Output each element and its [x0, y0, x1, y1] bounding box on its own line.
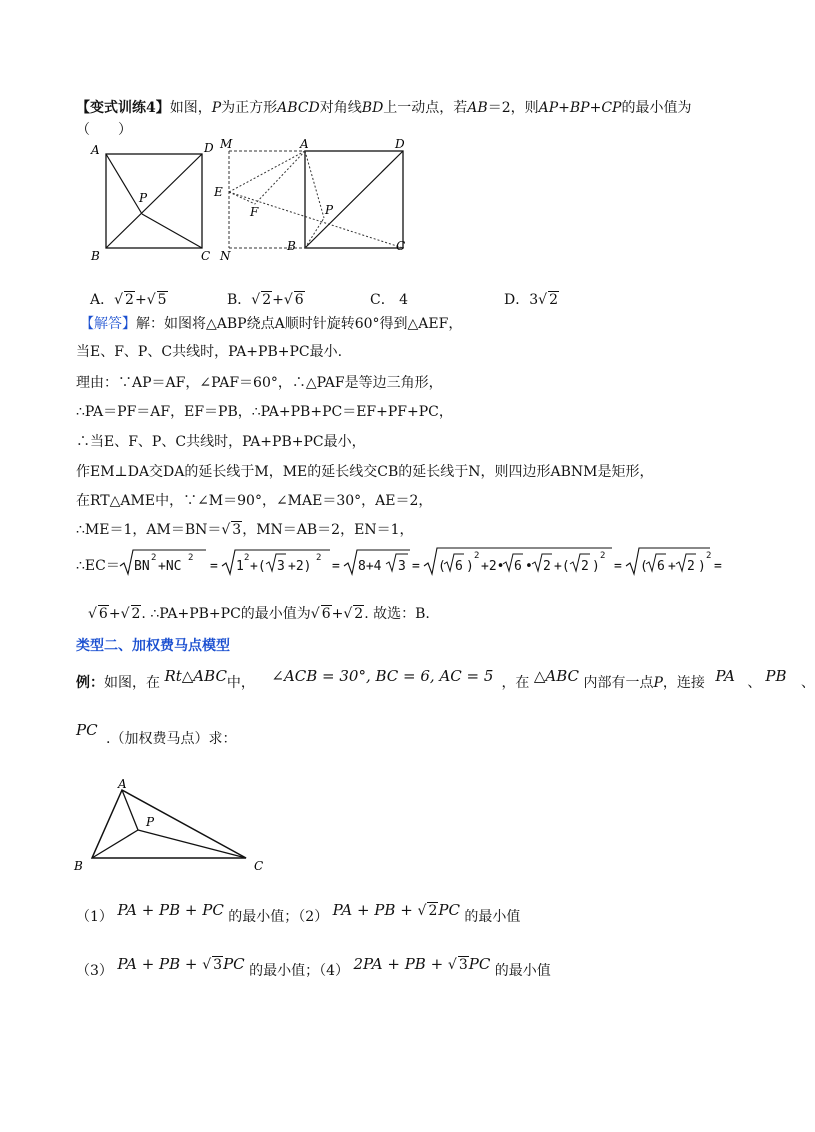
svg-text:BN: BN [134, 559, 150, 574]
segment-af [255, 151, 305, 204]
svg-text:+NC: +NC [158, 559, 182, 574]
solution-text: ，MN＝AB＝2，EN＝1， [242, 522, 414, 538]
option-c [370, 290, 408, 310]
option-a: A．√ 2+√ 5 [90, 292, 167, 308]
svg-text:2: 2 [151, 553, 157, 563]
math-triangle: △ABC [533, 667, 580, 685]
sqrt-sign: √ [417, 903, 427, 919]
radicand: 3 [232, 522, 242, 538]
label-d: D [204, 141, 214, 155]
segment-ap [305, 151, 324, 218]
svg-text:2: 2 [600, 551, 606, 561]
text: 为正方形 [221, 100, 278, 116]
example-line-1 [76, 667, 815, 693]
questions-row-1 [76, 901, 521, 927]
svg-text:+2•: +2• [481, 559, 505, 574]
questions-row-2 [76, 955, 551, 981]
coefficient: 3 [529, 292, 539, 308]
section-title: 类型二、加权费马点模型 [76, 638, 230, 654]
svg-text:2: 2 [474, 551, 480, 561]
solution-line-7: 在RT△AME中，∵∠M＝90°，∠MAE＝30°，AE＝2， [76, 493, 433, 509]
option-letter: A． [90, 292, 115, 308]
ec-equation [118, 546, 728, 582]
svg-text:=: = [210, 559, 218, 574]
text: .（加权费马点）求： [106, 731, 237, 747]
math-pa: PA [715, 667, 735, 685]
math-rt-triangle: Rt△ABC [164, 667, 227, 685]
label-e: E [214, 185, 223, 199]
svg-text:): ) [592, 559, 600, 574]
svg-text:•: • [525, 559, 533, 574]
label-a: A [91, 143, 100, 157]
radicand: 2 [125, 292, 134, 308]
segment-ef [229, 192, 255, 204]
svg-text:3: 3 [398, 559, 406, 574]
solution-text: . 故选：B. [364, 606, 430, 622]
label-a: A [300, 137, 309, 151]
segment-pc [138, 830, 246, 858]
solution-line-4: ∴PA＝PF＝AF，EF＝PB，∴PA+PB+PC＝EF+PF+PC， [76, 404, 453, 420]
text: 如图，在 [104, 675, 160, 691]
solution-line-9 [76, 556, 120, 576]
option-letter: C． [370, 292, 395, 308]
svg-text:2: 2 [581, 559, 589, 574]
diagonal-bd [305, 151, 403, 248]
var: P [653, 675, 663, 691]
segment-pc [142, 214, 202, 248]
label-a: A [118, 777, 127, 791]
svg-text:3: 3 [277, 559, 285, 574]
segment-bd [106, 154, 202, 248]
var: BD [361, 100, 384, 116]
figure-rotation [212, 136, 412, 266]
svg-text:2: 2 [706, 551, 712, 561]
triangle-abc [92, 790, 246, 858]
svg-text:6: 6 [657, 559, 665, 574]
math-pb: PB [765, 667, 787, 685]
question-expr: 2PA + PB + [353, 955, 448, 973]
radicand: 3 [213, 957, 223, 973]
math-pc: PC [76, 721, 98, 739]
svg-text:1: 1 [236, 559, 244, 574]
label-m: M [220, 137, 233, 151]
svg-text:): ) [466, 559, 474, 574]
label-b: B [74, 859, 83, 873]
option-b: B．√ 2+√ 6 [227, 292, 304, 308]
radicand: 2 [549, 292, 558, 308]
math-condition: ∠ACB = 30°, BC = 6, AC = 5 [271, 667, 494, 685]
svg-text:2: 2 [543, 559, 551, 574]
solution-line-5: ∴当E、F、P、C共线时，PA+PB+PC最小， [76, 434, 366, 450]
svg-text:+(: +( [250, 559, 266, 574]
solution-text: . ∴PA+PB+PC的最小值为 [141, 606, 311, 622]
question-text: 的最小值； [228, 909, 299, 925]
label-p: P [139, 191, 148, 205]
label-b: B [91, 249, 100, 263]
svg-text:6: 6 [455, 559, 463, 574]
question-number: （1） [76, 909, 113, 925]
svg-text:2: 2 [687, 559, 695, 574]
label-p: P [325, 203, 334, 217]
text: 中， [226, 675, 255, 691]
radicand: 2 [262, 292, 272, 308]
separator: 、 [800, 675, 815, 691]
radicand: 2 [354, 606, 364, 622]
radicand: 2 [131, 606, 141, 622]
question-number: （4） [319, 963, 350, 979]
solution-line-3: 理由：∵AP＝AF，∠PAF＝60°，∴△PAF是等边三角形， [76, 375, 443, 391]
var: AB [467, 100, 488, 116]
question-expr: PC [438, 901, 460, 919]
label-b: B [287, 239, 296, 253]
question-expr: PA + PB + [117, 955, 203, 973]
option-letter: B． [227, 292, 252, 308]
radicand: 5 [157, 292, 167, 308]
segment-ec [229, 192, 403, 248]
svg-text:+: + [668, 559, 676, 574]
segment-pa [122, 790, 138, 830]
var: P [211, 100, 222, 116]
question-number: （2） [298, 909, 329, 925]
text: ＝2，则 [487, 100, 539, 116]
text: 上一动点，若 [383, 100, 468, 116]
solution-text: ∴ME＝1，AM＝BN＝ [76, 522, 222, 538]
svg-text:=: = [332, 559, 340, 574]
separator: 、 [747, 675, 762, 691]
question-expr: PC [223, 955, 245, 973]
radicand: 6 [294, 292, 304, 308]
solution-line-2: 当E、F、P、C共线时，PA+PB+PC最小. [76, 344, 343, 360]
segment-ea [229, 151, 305, 192]
radicand: 6 [98, 606, 108, 622]
question-text: 的最小值 [494, 963, 551, 979]
question-text: 的最小值； [249, 963, 320, 979]
svg-text:6: 6 [514, 559, 522, 574]
text: 如图， [169, 100, 212, 116]
sqrt-sign: √ [447, 957, 457, 973]
solution-line-10: √ 6+√ 2. ∴PA+PB+PC的最小值为√ 6+√ 2. 故选：B. [88, 606, 430, 622]
solution-text: 解：如图将△ABP绕点A顺时针旋转60°得到△AEF， [136, 316, 463, 332]
problem-tag: 【变式训练4】 [76, 100, 170, 116]
label-c: C [396, 239, 406, 253]
figure-triangle [70, 778, 280, 874]
svg-text:+2): +2) [288, 559, 312, 574]
answer-paren: （ ） [76, 122, 132, 138]
text: 的最小值为 [621, 100, 692, 116]
question-expr: PC [468, 955, 491, 973]
example-label: 例： [76, 675, 104, 691]
label-c: C [254, 859, 264, 873]
text: ，连接 [662, 675, 705, 691]
svg-text:2: 2 [316, 553, 322, 563]
example-line-2 [76, 721, 237, 749]
svg-text:(: ( [640, 559, 648, 574]
svg-text:=: = [614, 559, 622, 574]
option-value: 4 [399, 292, 409, 308]
label-c: C [201, 249, 211, 263]
question-expr: PA + PB + PC [117, 901, 224, 919]
solution-tag: 【解答】 [80, 316, 136, 332]
svg-text:): ) [698, 559, 706, 574]
option-d: D．3√ 2 [504, 292, 558, 308]
svg-text:+(: +( [554, 559, 570, 574]
question-text: 的最小值 [464, 909, 521, 925]
label-d: D [395, 137, 405, 151]
sqrt-sign: √ [202, 957, 212, 973]
svg-text:=: = [412, 559, 420, 574]
radicand: 6 [321, 606, 331, 622]
svg-text:2: 2 [244, 553, 250, 563]
radicand: 3 [458, 957, 468, 973]
figure-square [86, 138, 216, 266]
problem-statement [76, 98, 691, 118]
text: 内部有一点 [583, 675, 654, 691]
var: ABCD [277, 100, 320, 116]
svg-text:8+4: 8+4 [358, 559, 382, 574]
svg-text:(: ( [438, 559, 446, 574]
solution-line-1 [80, 314, 462, 334]
question-expr: PA + PB + [332, 901, 418, 919]
text: 对角线 [319, 100, 362, 116]
expr: AP+BP+CP [538, 100, 622, 116]
label-f: F [250, 205, 259, 219]
solution-text: ∴EC＝ [76, 558, 120, 574]
svg-text:=: = [714, 559, 722, 574]
segment-ap [106, 154, 142, 214]
solution-line-6: 作EM⊥DA交DA的延长线于M，ME的延长线交CB的延长线于N，则四边形ABNM是矩形， [76, 464, 654, 480]
radicand: 2 [428, 903, 438, 919]
label-n: N [220, 249, 231, 263]
label-p: P [146, 815, 155, 829]
svg-text:2: 2 [188, 553, 194, 563]
question-number: （3） [76, 963, 113, 979]
solution-line-8: ∴ME＝1，AM＝BN＝√ 3，MN＝AB＝2，EN＝1， [76, 522, 414, 538]
text: ，在 [501, 675, 530, 691]
segment-bp [305, 218, 324, 248]
option-letter: D． [504, 292, 530, 308]
